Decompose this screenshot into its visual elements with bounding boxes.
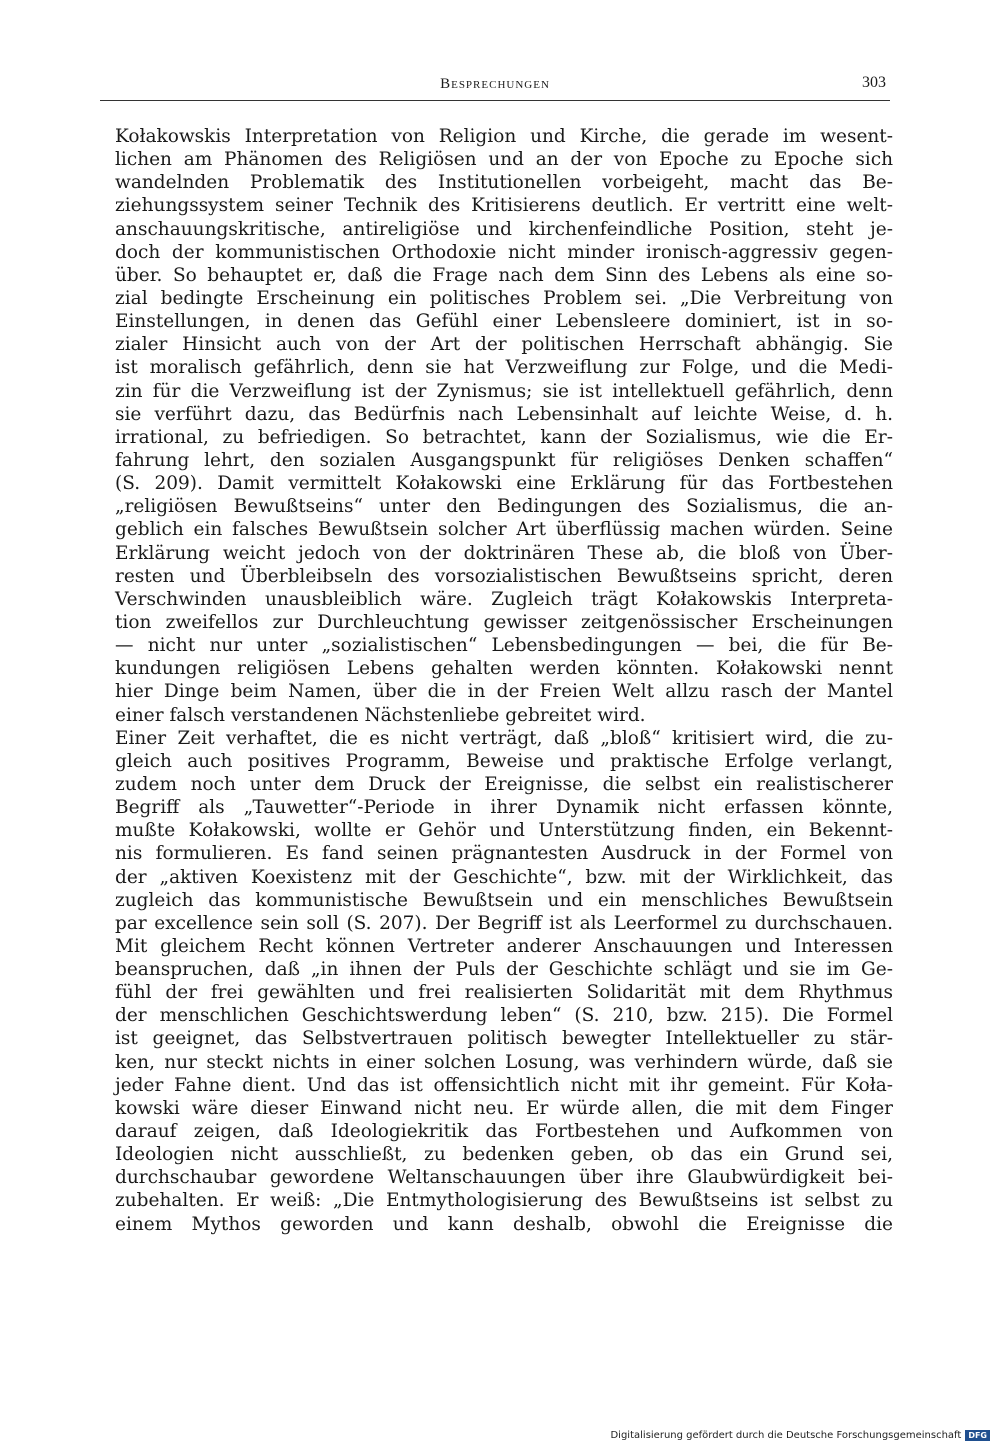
text-line: ist geeignet, das Selbstvertrauen politisch bewegter Intellektueller zu stär- — [115, 1028, 893, 1050]
text-line: über. So behauptet er, daß die Frage nach dem Sinn des Lebens als eine so- — [115, 264, 893, 286]
text-line: Erklärung weicht jedoch von der doktrinären These ab, die bloß von Über- — [115, 542, 893, 564]
text-line: nis formulieren. Es fand seinen prägnantesten Ausdruck in der Formel von — [115, 843, 893, 865]
running-title: Besprechungen — [440, 76, 550, 92]
text-line: Einstellungen, in denen das Gefühl einer Lebensleere dominiert, ist in so- — [115, 311, 893, 333]
text-line: der menschlichen Geschichtswerdung leben“ (S. 210, bzw. 215). Die Formel — [115, 1005, 893, 1027]
text-line: — nicht nur unter „sozialistischen“ Lebensbedingungen — bei, die für Be- — [115, 635, 893, 657]
text-line: kundungen religiösen Lebens gehalten werden könnten. Kołakowski nennt — [115, 658, 893, 680]
text-line: der „aktiven Koexistenz mit der Geschichte“, bzw. mit der Wirklichkeit, das — [115, 866, 893, 888]
text-line: zial bedingte Erscheinung ein politisches Problem sei. „Die Verbreitung von — [115, 287, 893, 309]
text-line: doch der kommunistischen Orthodoxie nicht minder ironisch-aggressiv gegen- — [115, 241, 893, 263]
dfg-logo-icon: DFG — [965, 1430, 990, 1441]
text-line: einer falsch verstandenen Nächstenliebe gebreitet wird. — [115, 704, 646, 726]
running-header — [100, 74, 890, 101]
text-line: ist moralisch gefährlich, denn sie hat Verzweiflung zur Folge, und die Medi- — [115, 357, 893, 379]
text-line: ziehungssystem seiner Technik des Kritisierens deutlich. Er vertritt eine welt- — [115, 195, 893, 217]
text-line: zugleich das kommunistische Bewußtsein und ein menschliches Bewußtsein — [115, 889, 893, 911]
text-line: anschauungskritische, antireligiöse und kirchenfeindliche Position, steht je- — [115, 218, 893, 240]
page-number: 303 — [862, 74, 886, 91]
text-line: zudem noch unter dem Druck der Ereignisse, die selbst ein realistischerer — [115, 773, 893, 795]
text-line: mußte Kołakowski, wollte er Gehör und Unterstützung finden, ein Bekennt- — [115, 820, 893, 842]
text-line: fühl der frei gewählten und frei realisierten Solidarität mit dem Rhythmus — [115, 982, 893, 1004]
text-line: ken, nur steckt nichts in einer solchen Losung, was verhindern würde, daß sie — [115, 1051, 893, 1073]
text-line: tion zweifellos zur Durchleuchtung gewisser zeitgenössischer Erscheinungen — [115, 611, 893, 633]
text-line: lichen am Phänomen des Religiösen und an der von Epoche zu Epoche sich — [115, 149, 893, 171]
body-text — [115, 125, 893, 1236]
text-line: Verschwinden unausbleiblich wäre. Zugleich trägt Kołakowskis Interpreta- — [115, 588, 893, 610]
text-line: sie verführt dazu, das Bedürfnis nach Lebensinhalt auf leichte Weise, d. h. — [115, 403, 893, 425]
text-line: „religiösen Bewußtseins“ unter den Bedingungen des Sozialismus, die an- — [115, 496, 893, 518]
text-line: zialer Hinsicht auch von der Art der politischen Herrschaft abhängig. Sie — [115, 334, 893, 356]
digitization-footer — [610, 1430, 990, 1441]
text-line: zubehalten. Er weiß: „Die Entmythologisierung des Bewußtseins ist selbst zu — [115, 1190, 893, 1212]
text-line: hier Dinge beim Namen, über die in der Freien Welt allzu rasch der Mantel — [115, 681, 893, 703]
text-line: jeder Fahne dient. Und das ist offensichtlich nicht mit ihr gemeint. Für Koła- — [115, 1074, 893, 1096]
text-line: durchschaubar gewordene Weltanschauungen über ihre Glaubwürdigkeit bei- — [115, 1167, 893, 1189]
text-line: gleich auch positives Programm, Beweise und praktische Erfolge verlangt, — [115, 750, 893, 772]
text-line: darauf zeigen, daß Ideologiekritik das Fortbestehen und Aufkommen von — [115, 1121, 893, 1143]
text-line: beanspruchen, daß „in ihnen der Puls der Geschichte schlägt und sie im Ge- — [115, 959, 893, 981]
text-line: einem Mythos geworden und kann deshalb, obwohl die Ereignisse die — [115, 1213, 893, 1235]
text-line: irrational, zu befriedigen. So betrachtet, kann der Sozialismus, wie die Er- — [115, 426, 893, 448]
text-line: geblich ein falsches Bewußtsein solcher Art überflüssig machen würden. Seine — [115, 519, 893, 541]
text-line: wandelnden Problematik des Institutionellen vorbeigeht, macht das Be- — [115, 172, 893, 194]
text-line: kowski wäre dieser Einwand nicht neu. Er würde allen, die mit dem Finger — [115, 1097, 893, 1119]
text-line: Ideologien nicht ausschließt, zu bedenken geben, ob das ein Grund sei, — [115, 1144, 893, 1166]
text-line: Begriff als „Tauwetter“-Periode in ihrer Dynamik nicht erfassen könnte, — [115, 797, 893, 819]
footer-text: Digitalisierung gefördert durch die Deutsche Forschungsgemeinschaft — [610, 1430, 962, 1441]
text-line: par excellence sein soll (S. 207). Der Begriff ist als Leerformel zu durchschauen. — [115, 912, 893, 934]
text-line: zin für die Verzweiflung ist der Zynismus; sie ist intellektuell gefährlich, denn — [115, 380, 893, 402]
text-line: fahrung lehrt, den sozialen Ausgangspunkt für religiöses Denken schaffen“ — [115, 449, 893, 471]
text-line: Mit gleichem Recht können Vertreter anderer Anschauungen und Interessen — [115, 935, 893, 957]
text-line: (S. 209). Damit vermittelt Kołakowski eine Erklärung für das Fortbestehen — [115, 473, 893, 495]
text-line: Kołakowskis Interpretation von Religion und Kirche, die gerade im wesent- — [115, 126, 893, 147]
text-line: resten und Überbleibseln des vorsozialistischen Bewußtseins spricht, deren — [115, 565, 893, 587]
text-line: Einer Zeit verhaftet, die es nicht verträgt, daß „bloß“ kritisiert wird, die zu- — [115, 727, 893, 749]
